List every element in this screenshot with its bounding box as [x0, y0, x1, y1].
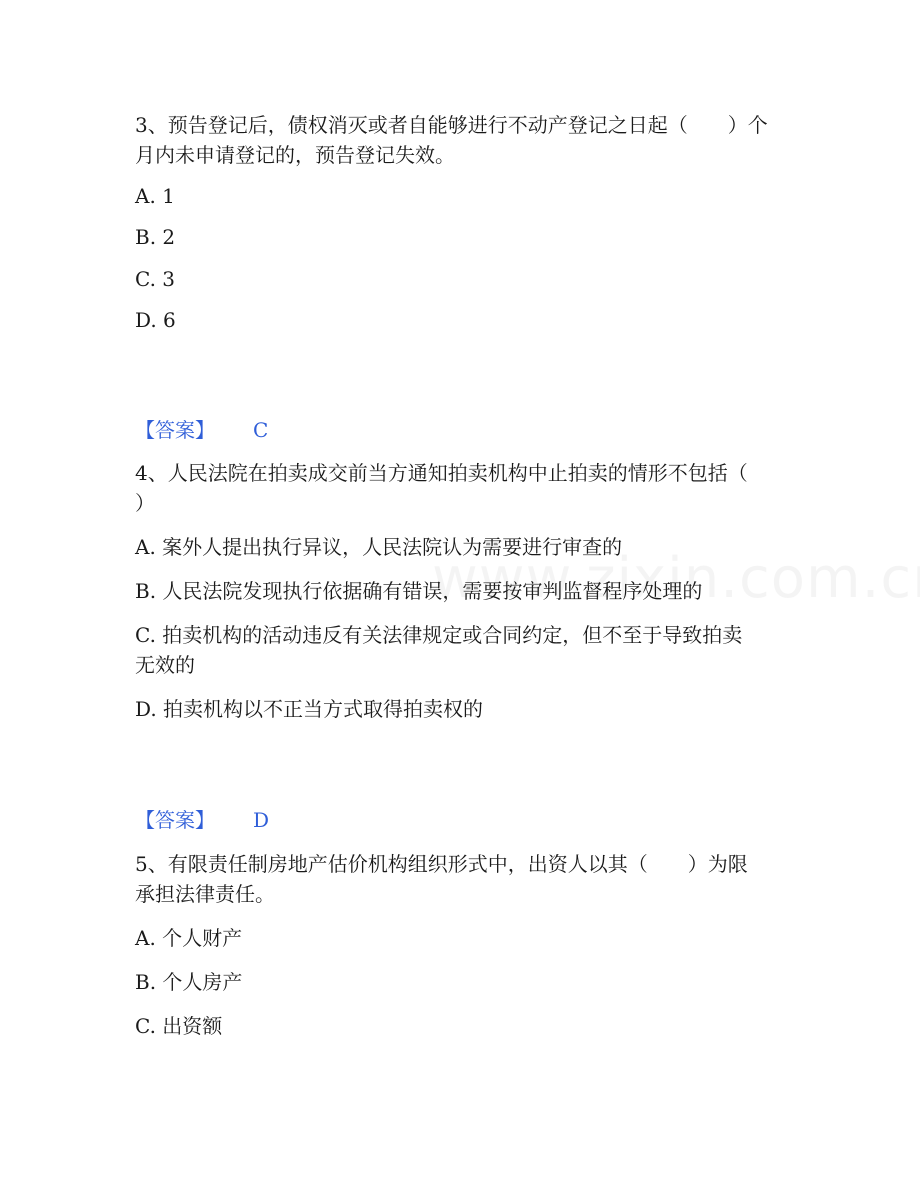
question-3-answer [135, 416, 268, 444]
question-4-answer [135, 806, 269, 834]
answer-label: 【答案】 [135, 418, 215, 442]
question-4-option-c: C. 拍卖机构的活动违反有关法律规定或合同约定，但不至于导致拍卖 [135, 623, 743, 647]
question-4-option-a: A. 案外人提出执行异议，人民法院认为需要进行审查的 [135, 535, 623, 559]
question-4-stem-line-1: 4、人民法院在拍卖成交前当方通知拍卖机构中止拍卖的情形不包括（ [135, 461, 748, 485]
question-3-option-c: C. 3 [135, 267, 176, 291]
question-4-stem-line-2: ） [135, 491, 155, 515]
question-4-option-c-continued: 无效的 [135, 653, 195, 677]
question-3-option-b: B. 2 [135, 225, 176, 249]
question-4-option-d: D. 拍卖机构以不正当方式取得拍卖权的 [135, 697, 484, 721]
question-5-stem-line-2: 承担法律责任。 [135, 882, 275, 906]
question-5-stem-line-1: 5、有限责任制房地产估价机构组织形式中，出资人以其（ ）为限 [135, 852, 748, 876]
question-4-option-b: B. 人民法院发现执行依据确有错误，需要按审判监督程序处理的 [135, 579, 703, 603]
question-5-option-b: B. 个人房产 [135, 970, 243, 994]
answer-value: D [253, 808, 270, 832]
question-3-option-a: A. 1 [135, 184, 175, 208]
question-5-option-c: C. 出资额 [135, 1014, 223, 1038]
question-5-option-a: A. 个人财产 [135, 926, 243, 950]
question-3-stem-line-1: 3、预告登记后，债权消灭或者自能够进行不动产登记之日起（ ）个 [135, 113, 768, 137]
watermark-text [432, 546, 920, 611]
answer-label: 【答案】 [135, 808, 215, 832]
question-3-stem-line-2: 月内未申请登记的，预告登记失效。 [135, 143, 455, 167]
answer-value: C [253, 418, 269, 442]
question-3-option-d: D. 6 [135, 308, 176, 332]
